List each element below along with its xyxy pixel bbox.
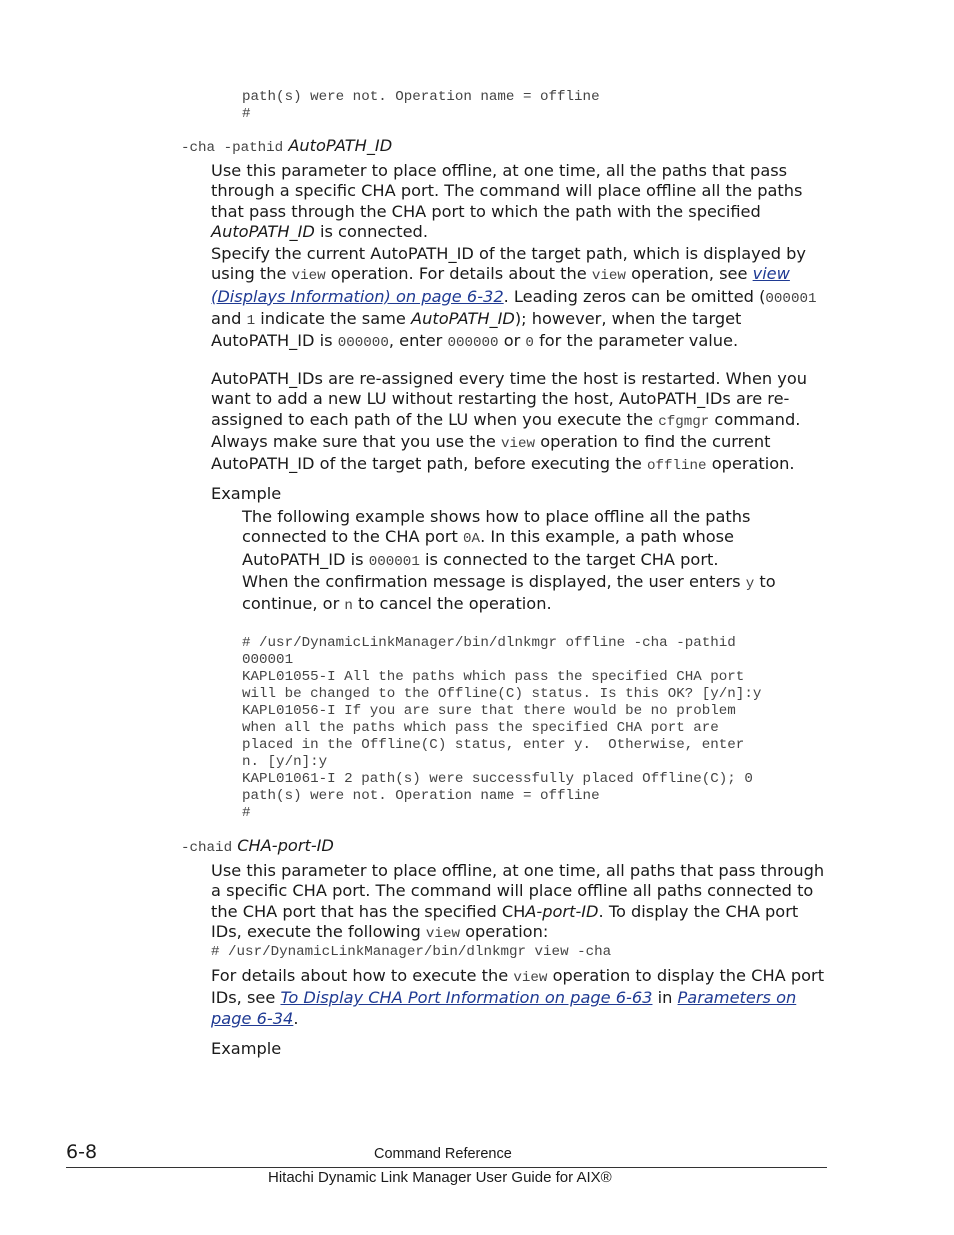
paragraph-view-details bbox=[211, 966, 833, 1029]
footer-page-number: 6-8 bbox=[66, 1141, 98, 1163]
text: For details about how to execute the bbox=[211, 966, 514, 985]
text: . To display the CHA port IDs, execute the following bbox=[211, 901, 799, 941]
text: Use this parameter to place offline, at one time, all the paths that pass through a specific CHA port. The command will place offline all the paths that pass through the CHA port to which the path with the specified bbox=[211, 161, 803, 221]
text: . bbox=[293, 1008, 299, 1028]
parameter-value-name: AutoPATH_ID bbox=[288, 136, 393, 155]
text: is connected to the target CHA port. bbox=[419, 549, 719, 569]
text: is connected. bbox=[314, 221, 428, 241]
text: operation. bbox=[706, 454, 795, 474]
text: indicate the same bbox=[255, 308, 412, 328]
inline-code: view bbox=[291, 268, 326, 285]
text-italic: AutoPATH_ID bbox=[411, 308, 515, 328]
text: The following example shows how to place offline all the paths connected to the CHA port bbox=[242, 507, 751, 547]
text: Use this parameter to place offline, at one time, all paths that pass through a specific CHA port. The command will place offline all paths connected to the CHA port that has the specified CH bbox=[211, 861, 825, 921]
footer-section-title: Command Reference bbox=[374, 1146, 512, 1162]
inline-code: 0 bbox=[525, 335, 534, 352]
parameter-term-chaid bbox=[181, 836, 334, 858]
footer-divider bbox=[66, 1167, 827, 1168]
inline-code: view bbox=[591, 268, 626, 285]
text: AutoPATH_IDs are re-assigned every time the host is restarted. When you want to add a new LU without restarting the host, AutoPATH_IDs are re-assigned to each path of the LU when you execute the bbox=[211, 369, 808, 429]
inline-code: y bbox=[745, 576, 755, 592]
inline-code: 000000 bbox=[337, 335, 389, 352]
inline-code: 000001 bbox=[368, 553, 420, 570]
link-display-cha-port-information[interactable]: To Display CHA Port Information on page 6-63 bbox=[280, 988, 653, 1008]
text-italic: AutoPATH_ID bbox=[211, 221, 315, 241]
text: for the parameter value. bbox=[533, 331, 739, 351]
link-parameters[interactable]: Parameters on page 6-34 bbox=[211, 988, 797, 1028]
footer-book-title: Hitachi Dynamic Link Manager User Guide for AIX® bbox=[268, 1169, 612, 1186]
code-continuation: path(s) were not. Operation name = offline # bbox=[242, 89, 600, 122]
text: operation to display the CHA port IDs, see bbox=[211, 966, 825, 1008]
inline-code: offline bbox=[646, 458, 707, 475]
paragraph-autopath-reassigned bbox=[211, 369, 833, 476]
inline-code: view bbox=[513, 970, 548, 986]
inline-code: 000001 bbox=[765, 290, 817, 307]
text: operation. For details about the bbox=[325, 264, 592, 284]
text: operation, see bbox=[625, 264, 753, 284]
inline-code: 000000 bbox=[447, 335, 499, 352]
paragraph-cha-pathid-description bbox=[211, 161, 833, 242]
inline-code: 1 bbox=[246, 312, 256, 329]
text: operation: bbox=[459, 921, 549, 941]
paragraph-chaid-description bbox=[211, 861, 833, 944]
text-italic: A-port-ID bbox=[525, 901, 599, 921]
parameter-name: -cha -pathid bbox=[181, 140, 284, 156]
parameter-value-name: CHA-port-ID bbox=[237, 836, 334, 855]
paragraph-example-description bbox=[242, 507, 802, 572]
example-heading-1: Example bbox=[211, 484, 282, 503]
inline-code: view bbox=[425, 925, 460, 942]
paragraph-confirmation-message bbox=[242, 572, 802, 617]
text: to cancel the operation. bbox=[352, 594, 552, 614]
text: and bbox=[211, 308, 247, 328]
text: to continue, or bbox=[242, 572, 776, 614]
paragraph-specify-autopath-id bbox=[211, 244, 833, 353]
inline-code: view bbox=[501, 435, 536, 452]
inline-code: cfgmgr bbox=[658, 413, 710, 430]
text: . In this example, a path whose AutoPATH_ID is bbox=[242, 527, 735, 569]
parameter-name: -chaid bbox=[181, 840, 233, 856]
code-example-offline-cha-pathid: # /usr/DynamicLinkManager/bin/dlnkmgr offline -cha -pathid 000001 KAPL01055-I All the paths which pass the specified CHA port will be changed to the Offline(C) status. Is this OK? [y/n]:y KAPL01056-I If you are sure that there would be no problem when all the paths which pass the specified CHA port are placed in the Offline(C) status, enter y. Otherwise, enter n. [y/n]:y KAPL01061-I 2 path(s) were successfully placed Offline(C); 0 path(s) were not. Operation name = offline # bbox=[242, 635, 762, 821]
parameter-term-cha-pathid bbox=[181, 136, 392, 158]
link-view-displays-information[interactable]: view (Displays Information) on page 6-32 bbox=[211, 264, 790, 306]
text: or bbox=[498, 331, 526, 351]
text: command. Always make sure that you use the bbox=[211, 409, 801, 451]
text: operation to find the current AutoPATH_ID of the target path, before executing the bbox=[211, 431, 771, 474]
inline-code: 0A bbox=[463, 531, 481, 548]
inline-code: n bbox=[344, 598, 353, 615]
text: Specify the current AutoPATH_ID of the target path, which is displayed by using the bbox=[211, 244, 806, 284]
code-view-cha: # /usr/DynamicLinkManager/bin/dlnkmgr view -cha bbox=[211, 944, 612, 960]
text: in bbox=[652, 988, 678, 1008]
text: ); however, when the target AutoPATH_ID is bbox=[211, 308, 742, 351]
text: When the confirmation message is displayed, the user enters bbox=[242, 572, 746, 591]
text: , enter bbox=[388, 331, 448, 351]
example-heading-2: Example bbox=[211, 1039, 282, 1058]
text: . Leading zeros can be omitted ( bbox=[503, 286, 766, 306]
